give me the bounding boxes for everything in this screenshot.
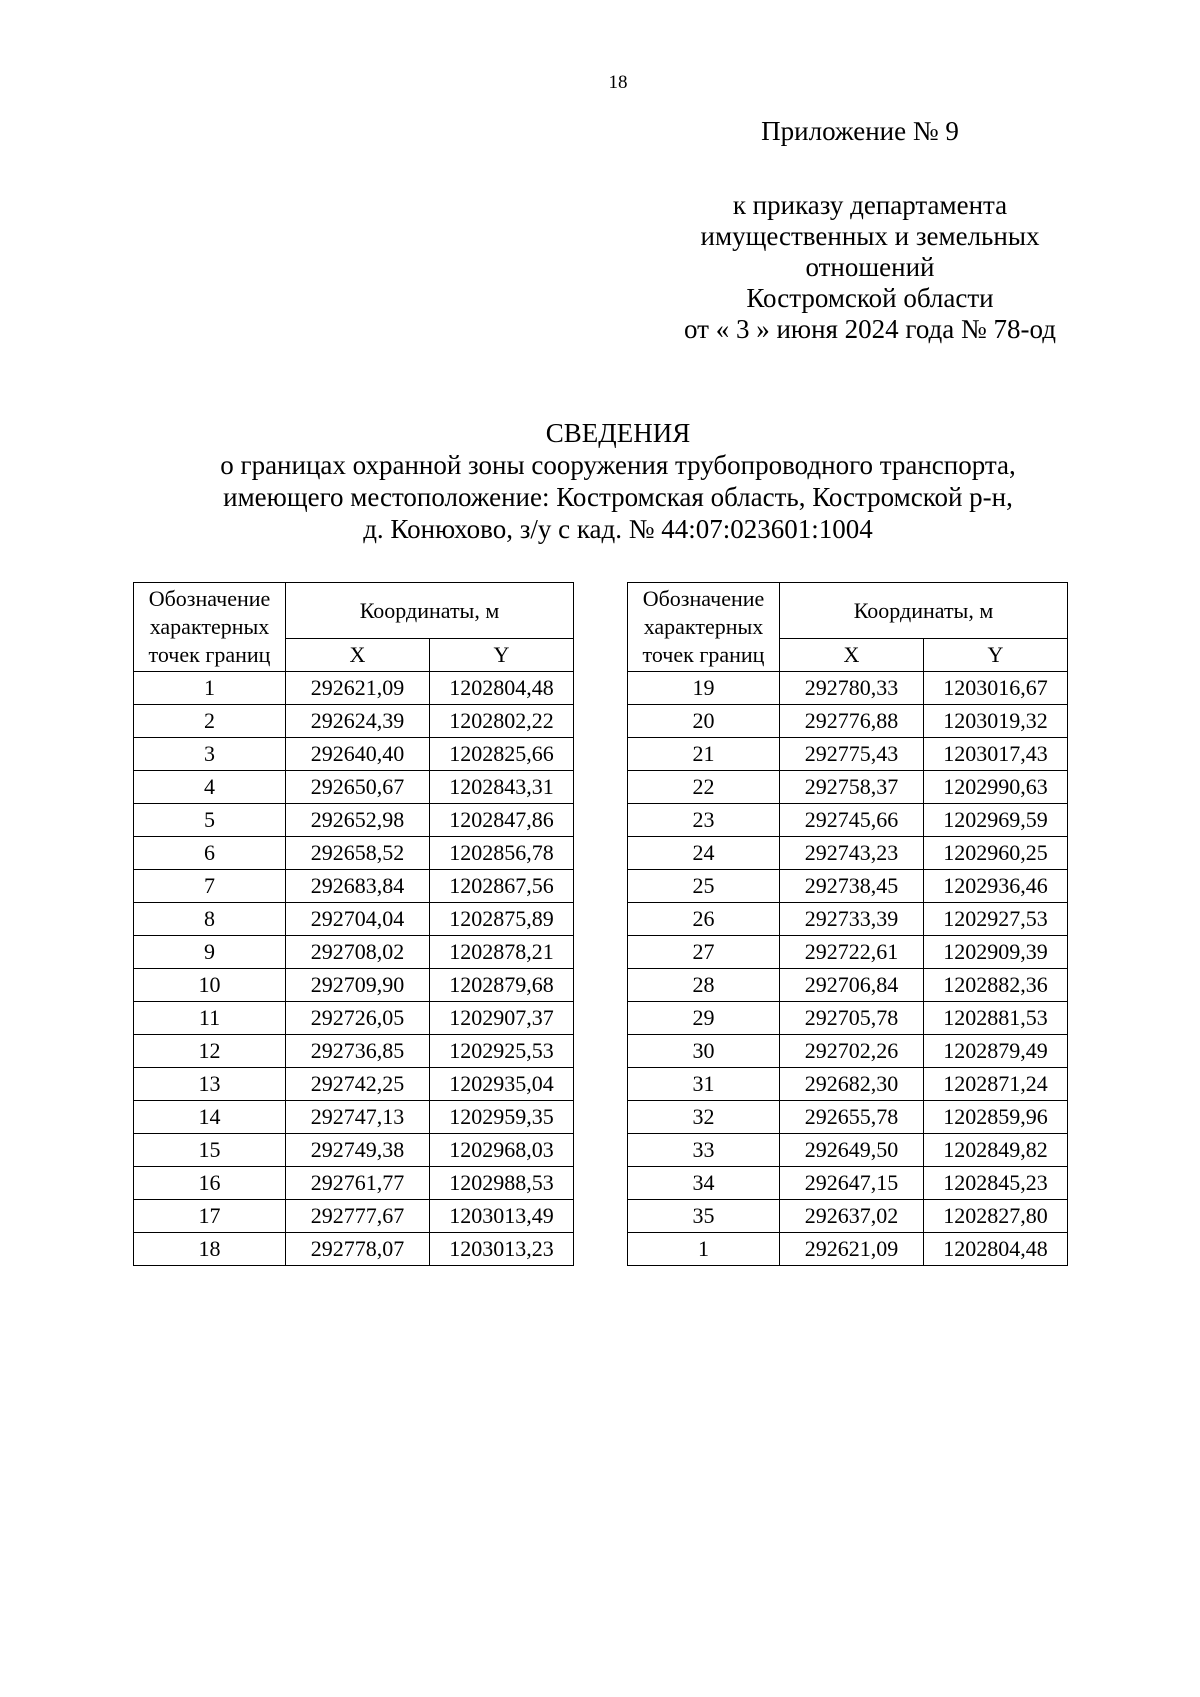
document-title-block (0, 417, 1200, 545)
table-row (134, 672, 574, 705)
table-row (134, 1068, 574, 1101)
x-cell: 292650,67 (286, 771, 430, 804)
point-cell: 4 (134, 771, 286, 804)
point-cell: 14 (134, 1101, 286, 1134)
y-cell: 1202988,53 (430, 1167, 574, 1200)
point-header-line: Обозначение (642, 586, 765, 611)
table-row (628, 936, 1068, 969)
x-cell: 292621,09 (780, 1233, 924, 1266)
table-row (134, 1167, 574, 1200)
order-ref-line: от « 3 » июня 2024 года № 78-од (684, 314, 1056, 344)
table-row (628, 969, 1068, 1002)
table-row (134, 1200, 574, 1233)
coordinates-table-left-body (134, 672, 574, 1266)
y-cell: 1202825,66 (430, 738, 574, 771)
x-cell: 292709,90 (286, 969, 430, 1002)
y-cell: 1202875,89 (430, 903, 574, 936)
point-cell: 30 (628, 1035, 780, 1068)
x-cell: 292758,37 (780, 771, 924, 804)
appendix-label: Приложение № 9 (761, 116, 959, 146)
x-cell: 292682,30 (780, 1068, 924, 1101)
coordinates-table-right (627, 582, 1068, 1266)
table-row (134, 804, 574, 837)
x-cell: 292658,52 (286, 837, 430, 870)
table-row (628, 705, 1068, 738)
y-cell: 1203013,49 (430, 1200, 574, 1233)
x-cell: 292705,78 (780, 1002, 924, 1035)
x-cell: 292722,61 (780, 936, 924, 969)
point-cell: 3 (134, 738, 286, 771)
x-cell: 292780,33 (780, 672, 924, 705)
order-ref-line: отношений (805, 252, 935, 282)
y-cell: 1203017,43 (924, 738, 1068, 771)
x-cell: 292726,05 (286, 1002, 430, 1035)
y-cell: 1202856,78 (430, 837, 574, 870)
point-header (134, 583, 286, 672)
y-cell: 1202879,68 (430, 969, 574, 1002)
y-cell: 1202878,21 (430, 936, 574, 969)
point-header-line: точек границ (148, 642, 271, 667)
point-cell: 21 (628, 738, 780, 771)
point-cell: 25 (628, 870, 780, 903)
point-cell: 34 (628, 1167, 780, 1200)
x-cell: 292738,45 (780, 870, 924, 903)
y-cell: 1202802,22 (430, 705, 574, 738)
table-row (628, 804, 1068, 837)
x-cell: 292652,98 (286, 804, 430, 837)
y-header: Y (430, 639, 574, 672)
point-cell: 6 (134, 837, 286, 870)
table-row (628, 903, 1068, 936)
y-cell: 1202849,82 (924, 1134, 1068, 1167)
page-number: 18 (608, 72, 628, 93)
document-subtitle-line: д. Конюхово, з/у с кад. № 44:07:023601:1004 (363, 514, 873, 544)
x-cell: 292704,04 (286, 903, 430, 936)
x-cell: 292706,84 (780, 969, 924, 1002)
x-cell: 292621,09 (286, 672, 430, 705)
table-row (134, 969, 574, 1002)
document-subtitle-line: имеющего местоположение: Костромская область, Костромской р-н, (223, 482, 1013, 512)
table-row (134, 1002, 574, 1035)
table-row (134, 870, 574, 903)
table-row (134, 837, 574, 870)
order-reference (650, 190, 1090, 345)
x-cell: 292761,77 (286, 1167, 430, 1200)
y-cell: 1202845,23 (924, 1167, 1068, 1200)
y-cell: 1202935,04 (430, 1068, 574, 1101)
point-header-line: Обозначение (148, 586, 271, 611)
y-cell: 1202936,46 (924, 870, 1068, 903)
y-cell: 1202871,24 (924, 1068, 1068, 1101)
x-cell: 292747,13 (286, 1101, 430, 1134)
coordinates-table-left (133, 582, 574, 1266)
point-cell: 27 (628, 936, 780, 969)
table-row (134, 771, 574, 804)
y-cell: 1203019,32 (924, 705, 1068, 738)
order-ref-line: имущественных и земельных (700, 221, 1040, 251)
table-row (628, 1233, 1068, 1266)
table-row (628, 837, 1068, 870)
table-row (134, 1233, 574, 1266)
point-cell: 12 (134, 1035, 286, 1068)
point-cell: 11 (134, 1002, 286, 1035)
point-cell: 32 (628, 1101, 780, 1134)
point-cell: 8 (134, 903, 286, 936)
table-row (628, 672, 1068, 705)
point-cell: 26 (628, 903, 780, 936)
y-cell: 1202969,59 (924, 804, 1068, 837)
y-cell: 1203013,23 (430, 1233, 574, 1266)
y-header: Y (924, 639, 1068, 672)
y-cell: 1202990,63 (924, 771, 1068, 804)
x-header: X (286, 639, 430, 672)
table-row (134, 738, 574, 771)
x-cell: 292742,25 (286, 1068, 430, 1101)
table-row (134, 1035, 574, 1068)
table-row (628, 1035, 1068, 1068)
x-cell: 292647,15 (780, 1167, 924, 1200)
y-cell: 1202843,31 (430, 771, 574, 804)
x-cell: 292624,39 (286, 705, 430, 738)
x-cell: 292702,26 (780, 1035, 924, 1068)
table-row (628, 1200, 1068, 1233)
point-cell: 33 (628, 1134, 780, 1167)
y-cell: 1202907,37 (430, 1002, 574, 1035)
point-cell: 29 (628, 1002, 780, 1035)
point-header-line: характерных (149, 614, 270, 639)
point-cell: 13 (134, 1068, 286, 1101)
y-cell: 1202909,39 (924, 936, 1068, 969)
table-row (628, 1167, 1068, 1200)
x-cell: 292649,50 (780, 1134, 924, 1167)
table-row (134, 705, 574, 738)
y-cell: 1202804,48 (924, 1233, 1068, 1266)
y-cell: 1202968,03 (430, 1134, 574, 1167)
y-cell: 1202804,48 (430, 672, 574, 705)
point-cell: 1 (628, 1233, 780, 1266)
point-cell: 1 (134, 672, 286, 705)
y-cell: 1202882,36 (924, 969, 1068, 1002)
point-header (628, 583, 780, 672)
y-cell: 1202859,96 (924, 1101, 1068, 1134)
x-cell: 292655,78 (780, 1101, 924, 1134)
table-row (628, 1002, 1068, 1035)
y-cell: 1202927,53 (924, 903, 1068, 936)
y-cell: 1202960,25 (924, 837, 1068, 870)
table-row (628, 1101, 1068, 1134)
point-cell: 15 (134, 1134, 286, 1167)
order-ref-line: к приказу департамента (732, 190, 1008, 220)
point-header-line: характерных (643, 614, 764, 639)
y-cell: 1202827,80 (924, 1200, 1068, 1233)
x-cell: 292749,38 (286, 1134, 430, 1167)
x-cell: 292683,84 (286, 870, 430, 903)
point-cell: 7 (134, 870, 286, 903)
table-row (628, 1134, 1068, 1167)
point-cell: 31 (628, 1068, 780, 1101)
point-cell: 5 (134, 804, 286, 837)
table-row (628, 870, 1068, 903)
point-cell: 28 (628, 969, 780, 1002)
point-cell: 19 (628, 672, 780, 705)
y-cell: 1202959,35 (430, 1101, 574, 1134)
x-cell: 292637,02 (780, 1200, 924, 1233)
y-cell: 1202847,86 (430, 804, 574, 837)
x-cell: 292778,07 (286, 1233, 430, 1266)
coords-header: Координаты, м (286, 583, 574, 639)
point-cell: 10 (134, 969, 286, 1002)
point-cell: 18 (134, 1233, 286, 1266)
table-row (134, 1101, 574, 1134)
x-cell: 292733,39 (780, 903, 924, 936)
document-title: СВЕДЕНИЯ (545, 418, 691, 448)
point-cell: 17 (134, 1200, 286, 1233)
x-cell: 292743,23 (780, 837, 924, 870)
y-cell: 1202879,49 (924, 1035, 1068, 1068)
point-cell: 24 (628, 837, 780, 870)
order-ref-line: Костромской области (746, 283, 994, 313)
x-cell: 292640,40 (286, 738, 430, 771)
point-cell: 35 (628, 1200, 780, 1233)
y-cell: 1202881,53 (924, 1002, 1068, 1035)
x-cell: 292775,43 (780, 738, 924, 771)
y-cell: 1202867,56 (430, 870, 574, 903)
coordinates-table-right-body (628, 672, 1068, 1266)
y-cell: 1202925,53 (430, 1035, 574, 1068)
x-header: X (780, 639, 924, 672)
x-cell: 292708,02 (286, 936, 430, 969)
x-cell: 292776,88 (780, 705, 924, 738)
coords-header: Координаты, м (780, 583, 1068, 639)
point-cell: 16 (134, 1167, 286, 1200)
point-cell: 9 (134, 936, 286, 969)
x-cell: 292736,85 (286, 1035, 430, 1068)
point-cell: 23 (628, 804, 780, 837)
table-row (628, 771, 1068, 804)
point-cell: 2 (134, 705, 286, 738)
point-header-line: точек границ (642, 642, 765, 667)
y-cell: 1203016,67 (924, 672, 1068, 705)
table-row (628, 1068, 1068, 1101)
document-subtitle-line: о границах охранной зоны сооружения трубопроводного транспорта, (220, 450, 1016, 480)
table-row (134, 936, 574, 969)
table-row (134, 1134, 574, 1167)
table-row (134, 903, 574, 936)
point-cell: 20 (628, 705, 780, 738)
table-row (628, 738, 1068, 771)
x-cell: 292745,66 (780, 804, 924, 837)
point-cell: 22 (628, 771, 780, 804)
x-cell: 292777,67 (286, 1200, 430, 1233)
